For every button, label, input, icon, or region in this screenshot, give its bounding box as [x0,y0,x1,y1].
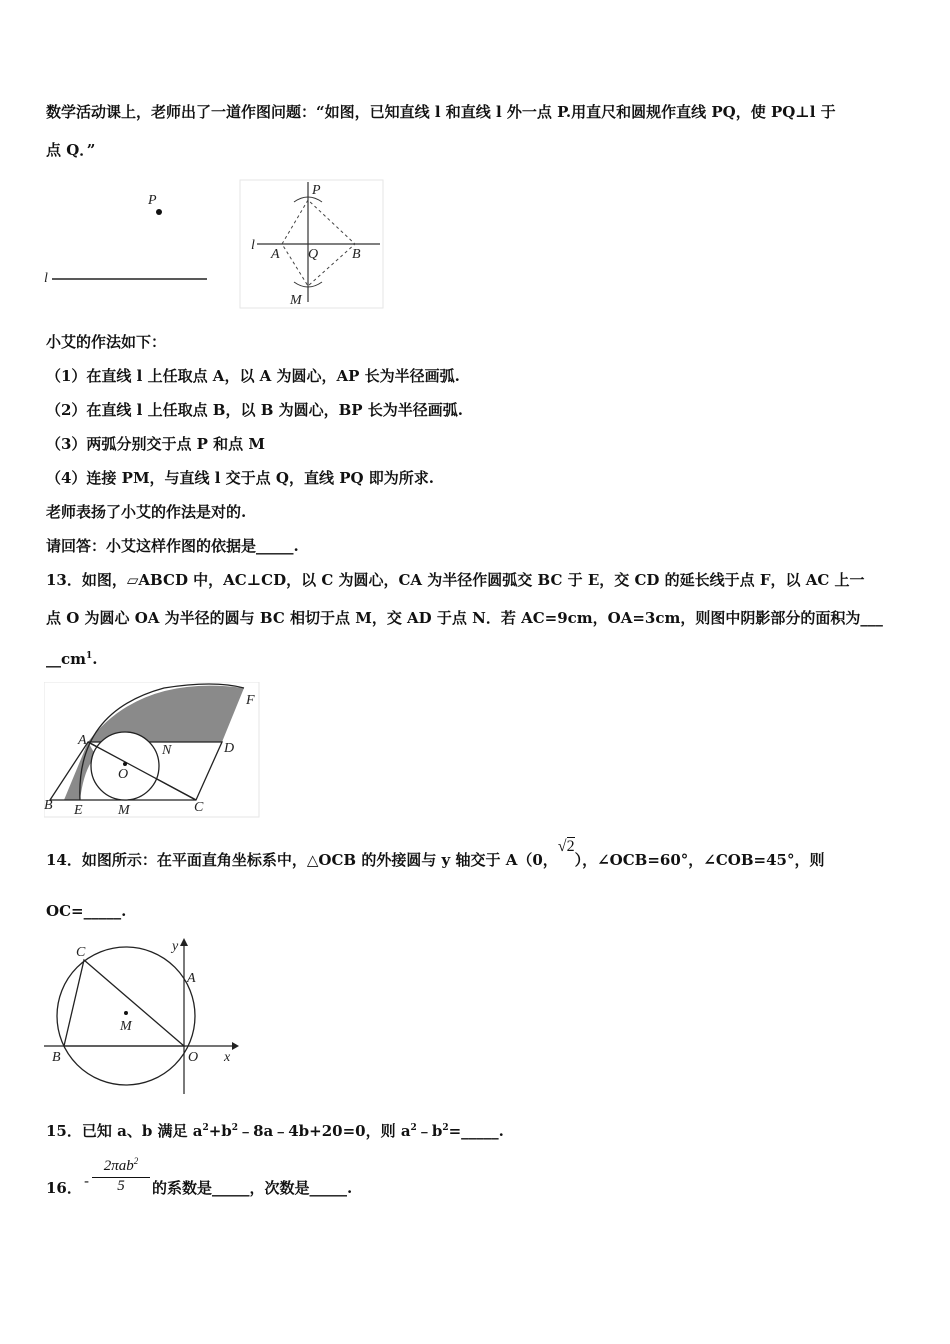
y-axis-arrow [180,938,188,946]
label-b14: B [52,1050,61,1065]
label-m14: M [120,1019,132,1034]
label-p-left: P [148,193,157,208]
label-a14: A [187,971,196,986]
parallelogram-figure [44,682,260,818]
method-ask: 请回答：小艾这样作图的依据是_____. [46,537,299,555]
label-c13: C [194,800,204,815]
q13-line-2: 点 O 为圆心 OA 为半径的圆与 BC 相切于点 M，交 AD 于点 N．若 AC=9cm，OA=3cm，则图中阴影部分的面积为___ [46,609,883,627]
point-p [156,209,162,215]
q15-mid-2: ﹣8a﹣4b+20=0，则 a [238,1122,411,1140]
q16-number: 16． [46,1179,82,1197]
q16-numerator: 2πab$^2$ [103,1156,139,1174]
q14-line-1-pre: 14．如图所示：在平面直角坐标系中，△OCB 的外接圆与 y 轴交于 A（0， [46,851,558,869]
method-step-4: （4）连接 PM，与直线 l 交于点 Q，直线 PQ 即为所求. [46,469,434,487]
intro-line-2: 点 Q．” [46,141,96,159]
method-title: 小艾的作法如下： [46,333,167,351]
q14-line-1 [46,838,825,871]
label-p-right: P [312,183,321,198]
q15-post: =_____. [448,1122,504,1140]
q16-denominator: 5 [92,1177,150,1195]
label-b13: B [44,798,53,813]
q13-unit-sup: 1 [86,651,93,661]
q13-line-3-pre: __cm [46,650,87,668]
intro-line-1: 数学活动课上，老师出了一道作图问题：“如图，已知直线 l 和直线 l 外一点 P.用直尺和圆规作直线 PQ，使 PQ⊥l 于 [46,103,836,121]
label-x14: x [224,1050,231,1065]
method-step-2: （2）在直线 l 上任取点 B，以 B 为圆心，BP 长为半径画弧. [46,401,464,419]
method-praise: 老师表扬了小艾的作法是对的. [46,503,247,521]
q16-text: 的系数是_____，次数是_____. [152,1179,353,1197]
q13-line-3 [46,646,98,669]
q16-minus: - [84,1172,90,1190]
q15-line [46,1118,504,1141]
method-step-3: （3）两弧分别交于点 P 和点 M [46,435,265,453]
point-o [123,762,127,766]
q15-sup-2: 2 [231,1123,239,1133]
q14-sqrt: √2 [557,838,575,855]
q15-pre: 15．已知 a、b 满足 a [46,1122,203,1140]
x-axis-arrow [232,1042,239,1050]
label-l-left: l [44,271,48,286]
label-a13: A [78,733,87,748]
label-e13: E [74,803,83,818]
label-b: B [352,247,361,262]
construction-figure [44,178,384,310]
label-c14: C [76,945,86,960]
label-m: M [290,293,302,308]
label-m13: M [118,803,130,818]
label-l-right: l [251,238,255,253]
q15-sup-1: 2 [202,1123,209,1133]
method-step-1: （1）在直线 l 上任取点 A，以 A 为圆心，AP 长为半径画弧. [46,367,460,385]
label-n13: N [162,743,172,758]
dashed-ap [282,200,355,286]
q15-mid-3: ﹣b [416,1122,443,1140]
q15-sup-3: 2 [410,1123,417,1133]
q15-mid-1: +b [208,1122,232,1140]
point-m14 [124,1011,128,1015]
q13-line-1: 13．如图，▱ABCD 中，AC⊥CD，以 C 为圆心，CA 为半径作圆弧交 BC 于 E，交 CD 的延长线于点 F，以 AC 上一 [46,571,865,589]
q14-line-1-post: ），∠OCB=60°，∠COB=45°，则 [574,851,825,869]
circumcircle [57,947,195,1085]
label-o14: O [188,1050,199,1065]
q16-fraction [92,1156,150,1195]
coordinate-figure [44,936,239,1096]
label-d13: D [224,741,235,756]
label-y14: y [172,939,179,954]
label-f13: F [246,693,255,708]
q14-line-2: OC=_____. [46,902,127,920]
label-a: A [271,247,280,262]
q13-line-3-post: . [92,650,98,668]
label-o13: O [118,767,129,782]
label-q: Q [308,247,319,262]
q15-sup-4: 2 [442,1123,449,1133]
